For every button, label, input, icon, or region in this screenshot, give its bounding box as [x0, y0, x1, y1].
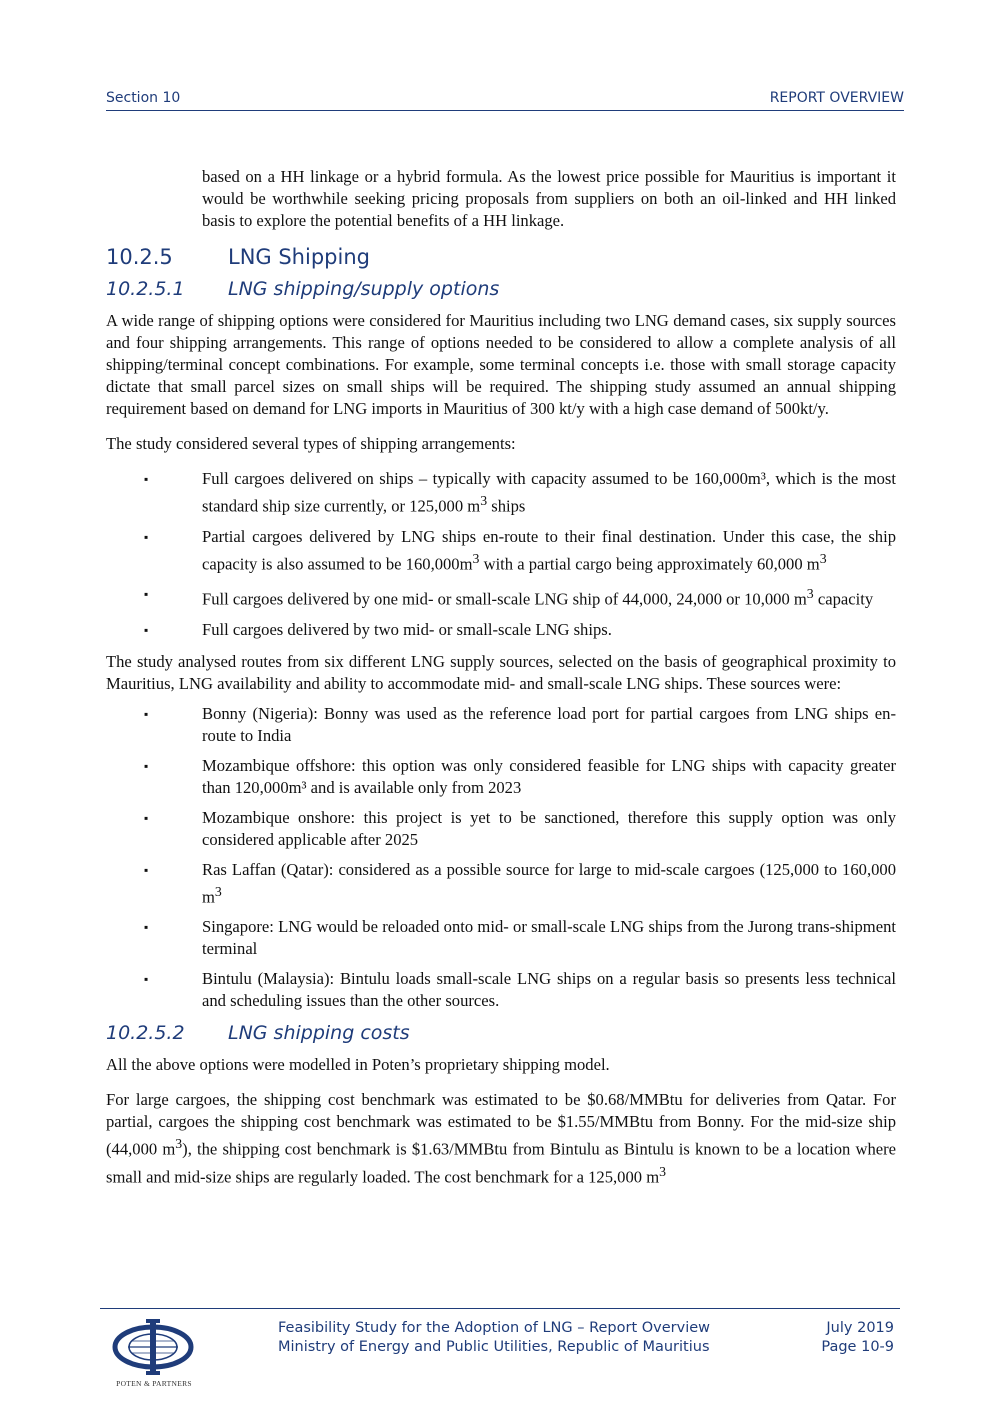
list-item: ▪ Ras Laffan (Qatar): considered as a possible source for large to mid-scale cargoes (125,000 to 160,000 $m^3$: [144, 859, 896, 907]
paragraph-shipping-costs: For large cargoes, the shipping cost benchmark was estimated to be $0.68/MMBtu for deliveries from Qatar. For partial, cargoes the shipping cost benchmark was estimated to be $1.55/MMBtu from Bonny. For the mid-size ship (44,000 $m^3$), the shipping cost benchmark is $1.63/MMBtu from Bintulu as Bintulu is known to be a location where small and mid-size ships are regularly loaded. The cost benchmark for a 125,000 $m^3$: [106, 1090, 896, 1187]
heading-10-2-5: [106, 246, 896, 268]
heading-number: 10.2.5.2: [106, 1022, 185, 1045]
bullet-icon: ▪: [144, 972, 149, 987]
footer-date: July 2019: [826, 1320, 894, 1336]
paragraph-arrangements-intro: The study considered several types of shipping arrangements:: [106, 434, 516, 453]
section-label: Section 10: [106, 90, 181, 106]
list-item: ▪ Full cargoes delivered on ships – typically with capacity assumed to be 160,000m³, which is the most standard ship size currently, or 125,000 $m^3$ ships: [144, 469, 896, 516]
heading-title: LNG shipping/supply options: [228, 278, 500, 300]
list-item: ▪ Partial cargoes delivered by LNG ships en-route to their final destination. Under this case, the ship capacity is also assumed to be $160,000m^3$ with a partial cargo being approximately 60,000 $m^3$: [144, 526, 896, 574]
heading-number: 10.2.5.1: [106, 278, 185, 300]
page-footer: [100, 1308, 900, 1389]
bullet-icon: ▪: [144, 706, 149, 721]
list-item: ▪ Mozambique offshore: this option was only considered feasible for LNG ships with capacity greater than 120,000m³ and is available only from 2023: [144, 755, 896, 797]
heading-title: LNG shipping costs: [228, 1022, 410, 1045]
list-item: ▪ Mozambique onshore: this project is yet to be sanctioned, therefore this supply option was only considered applicable after 2025: [144, 807, 896, 849]
sources-list: [106, 703, 896, 1013]
bullet-icon: ▪: [144, 920, 149, 935]
globe-logo-icon: [108, 1317, 198, 1377]
document-body: [106, 166, 896, 1201]
page-header: [106, 88, 904, 111]
page-number: Page 10-9: [821, 1339, 894, 1355]
logo-caption: POTEN & PARTNERS: [116, 1379, 192, 1388]
header-title: REPORT OVERVIEW: [769, 90, 904, 106]
heading-number: 10.2.5: [106, 245, 173, 269]
list-item: ▪ Full cargoes delivered by one mid- or small-scale LNG ship of 44,000, 24,000 or 10,000 $m^3$ capacity: [106, 583, 896, 611]
intro-paragraph: based on a HH linkage or a hybrid formula. As the lowest price possible for Mauritius is important it would be worthwhile seeking pricing proposals from suppliers on both an oil-linked and HH linked basis to explore the potential benefits of a HH linkage.: [202, 167, 896, 230]
heading-10-2-5-1: [106, 278, 896, 300]
list-item: ▪ Singapore: LNG would be reloaded onto mid- or small-scale LNG ships from the Jurong trans-shipment terminal: [144, 917, 896, 959]
bullet-icon: ▪: [144, 810, 149, 825]
bullet-icon: ▪: [144, 529, 149, 544]
paragraph-shipping-options: A wide range of shipping options were considered for Mauritius including two LNG demand cases, six supply sources and four shipping arrangements. This range of options needed to be considered to allow a complete analysis of all shipping/terminal concept combinations. For example, some terminal concepts i.e. those with small storage capacity dictate that small parcel sizes on small ships will be required. The shipping study assumed an annual shipping requirement based on demand for LNG imports in Mauritius of 300 kt/y with a high case demand of 500kt/y.: [106, 311, 896, 418]
bullet-icon: ▪: [144, 587, 149, 602]
footer-meta: [821, 1319, 894, 1357]
list-item: ▪ Bintulu (Malaysia): Bintulu loads small-scale LNG ships on a regular basis so presents less technical and scheduling issues than the other sources.: [144, 969, 896, 1011]
arrangements-list: [106, 468, 896, 641]
footer-title: [278, 1319, 710, 1357]
bullet-icon: ▪: [144, 472, 149, 486]
bullet-icon: ▪: [144, 622, 149, 637]
footer-line-2: Ministry of Energy and Public Utilities, Republic of Mauritius: [278, 1339, 710, 1355]
paragraph-modelled: All the above options were modelled in Poten’s proprietary shipping model.: [106, 1055, 610, 1075]
bullet-icon: ▪: [144, 758, 149, 773]
heading-title: LNG Shipping: [228, 245, 370, 269]
list-item: ▪ Bonny (Nigeria): Bonny was used as the reference load port for partial cargoes from LNG ships en-route to India: [144, 703, 896, 745]
bullet-icon: ▪: [144, 862, 149, 877]
heading-10-2-5-2: [106, 1022, 896, 1044]
paragraph-supply-sources: The study analysed routes from six different LNG supply sources, selected on the basis of geographical proximity to Mauritius, LNG availability and ability to accommodate mid- and small-scale LNG ships. These sources were:: [106, 651, 896, 693]
footer-line-1: Feasibility Study for the Adoption of LNG – Report Overview: [278, 1320, 711, 1336]
poten-partners-logo: [108, 1317, 198, 1387]
list-item: ▪ Full cargoes delivered by two mid- or small-scale LNG ships.: [144, 619, 612, 639]
